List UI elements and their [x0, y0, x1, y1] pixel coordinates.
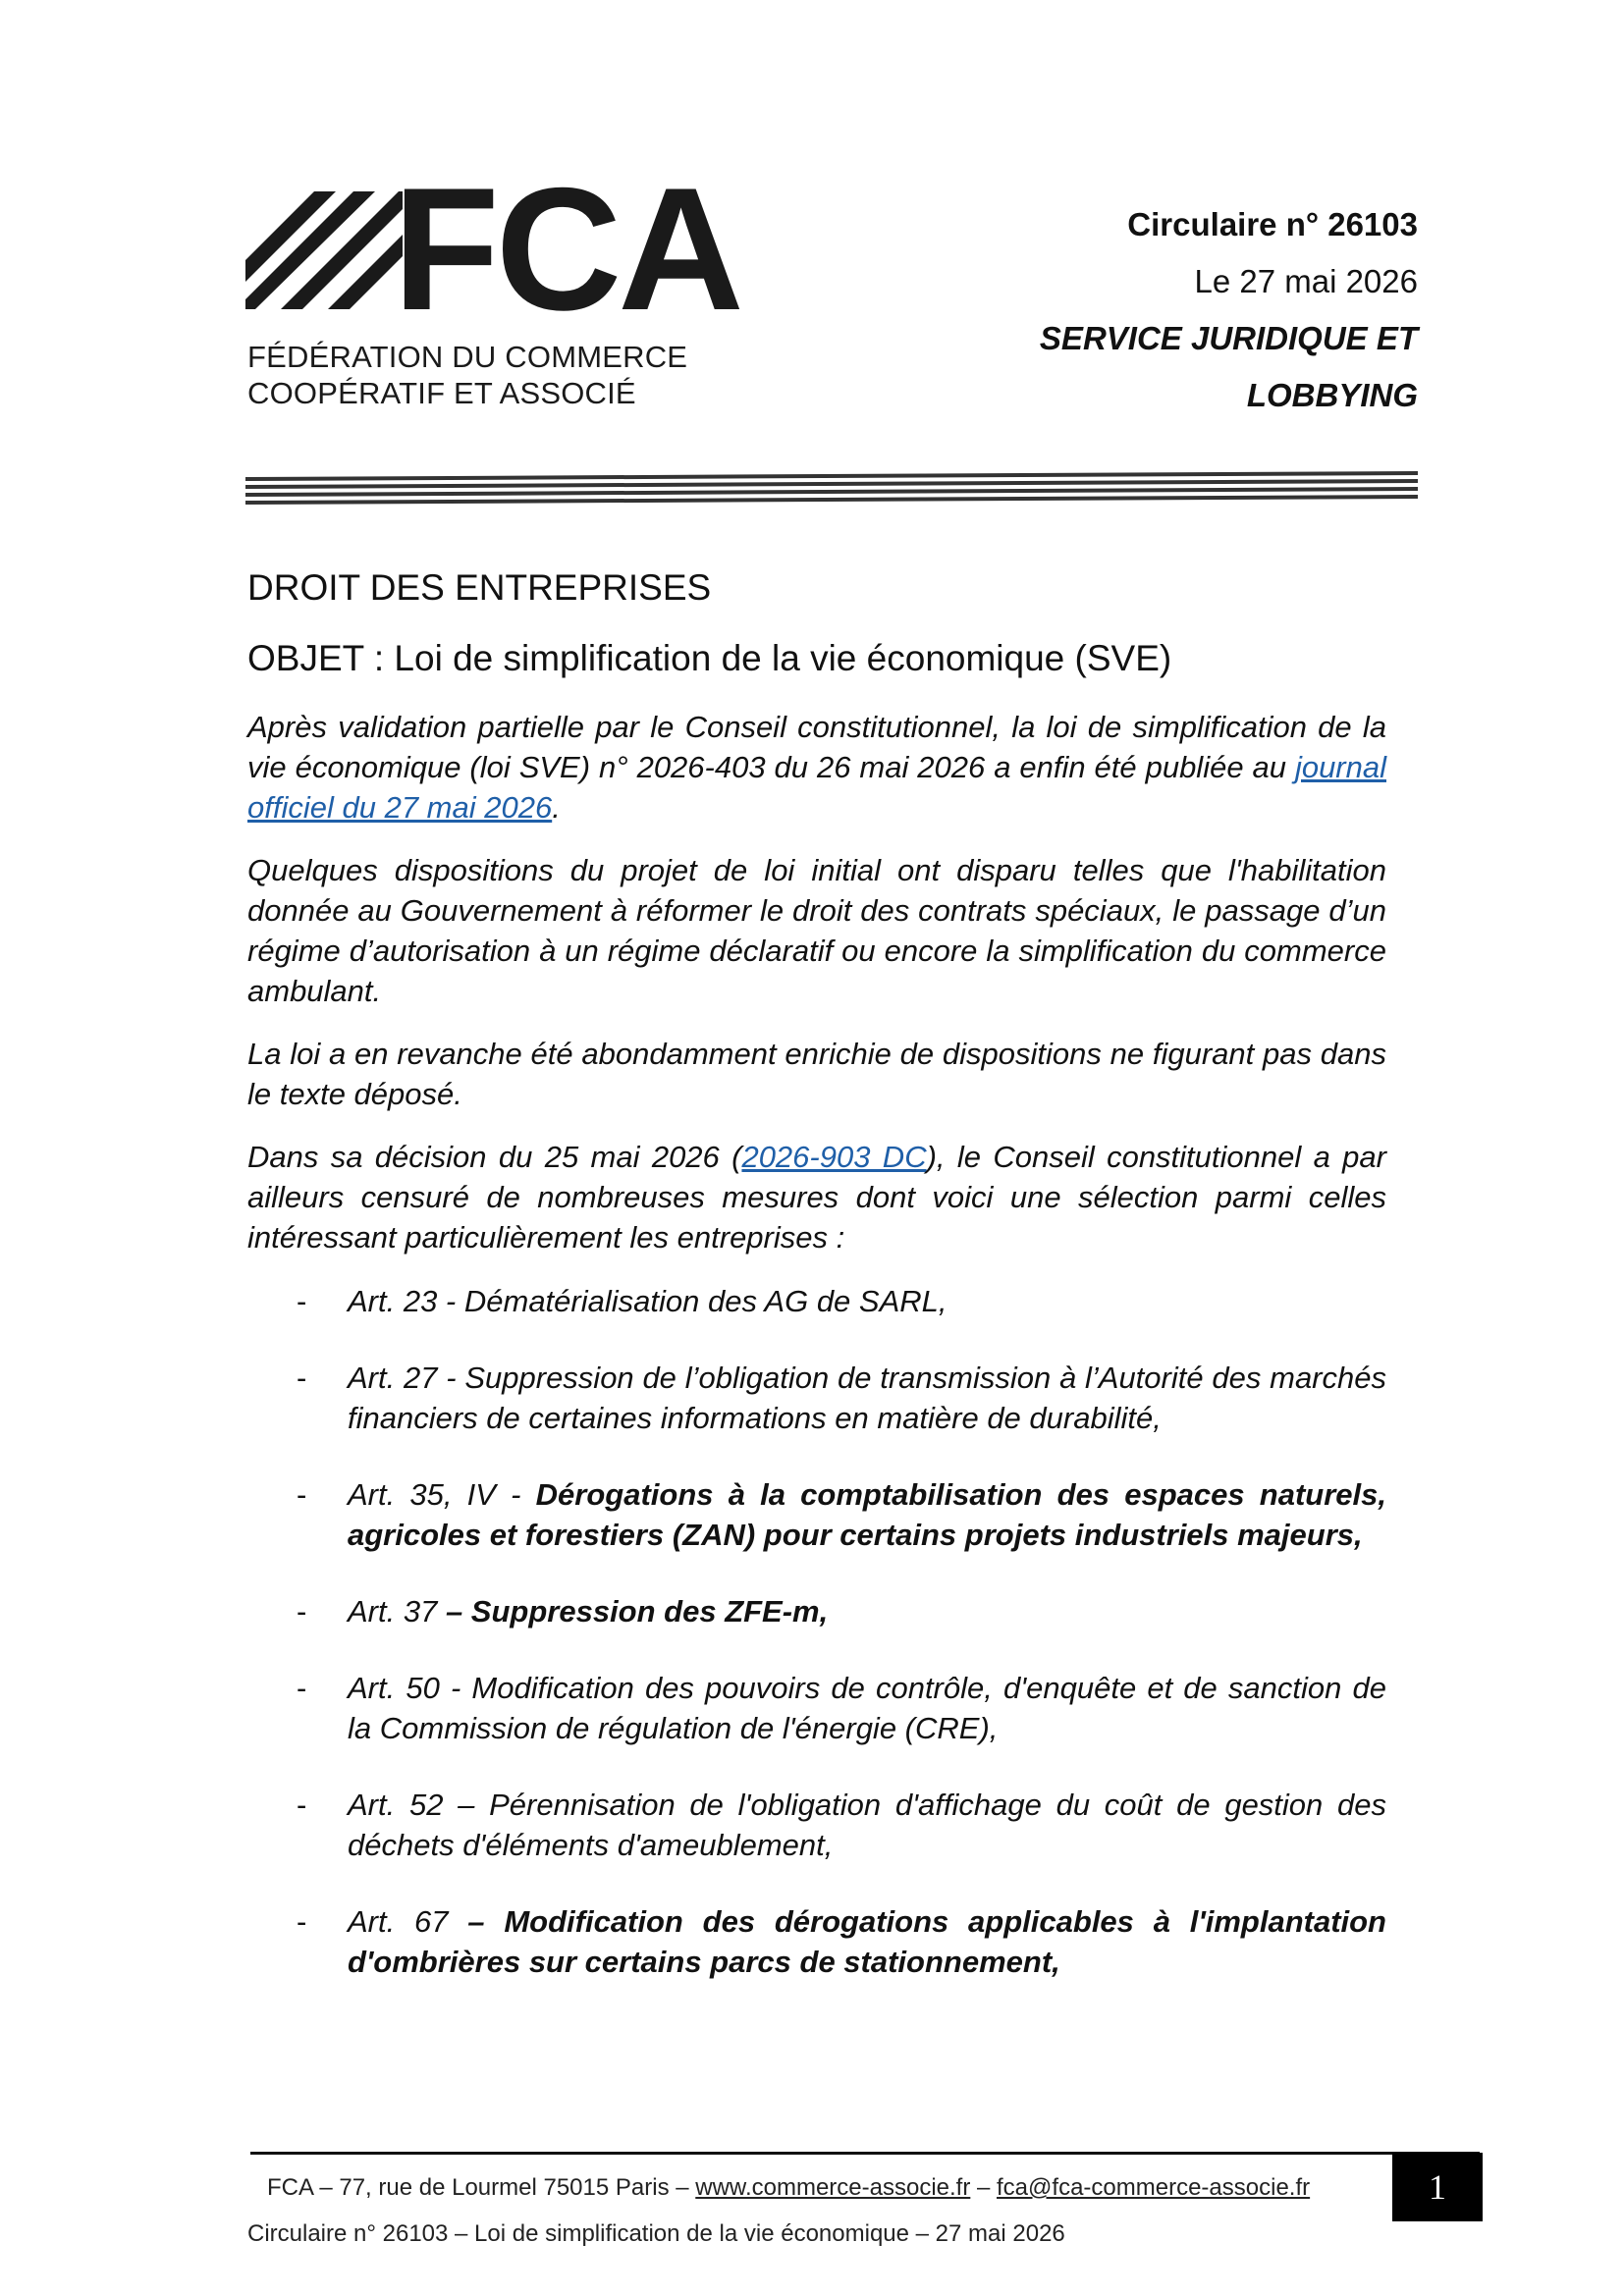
- main-content: [247, 707, 1386, 2018]
- circular-meta: [1040, 196, 1418, 424]
- paragraph-1: [247, 707, 1386, 828]
- list-item: - Art. 50 - Modification des pouvoirs de contrôle, d'enquête et de sanction de la Commission de régulation de l'énergie (CRE),: [247, 1668, 1386, 1748]
- paragraph-4-text: Dans sa décision du 25 mai 2026 (: [247, 1140, 742, 1174]
- paragraph-2: Quelques dispositions du projet de loi initial ont disparu telles que l'habilitation donnée au Gouvernement à réformer le droit des contrats spéciaux, le passage d’un régime d’autorisation à un régime déclaratif ou encore la simplification du commerce ambulant.: [247, 853, 1386, 1008]
- logo-wordmark: FCA: [393, 151, 740, 347]
- list-item: - Art. 52 – Pérennisation de l'obligation d'affichage du coût de gestion des déchets d'éléments d'ameublement,: [247, 1785, 1386, 1865]
- logo-subtitle: [247, 339, 687, 411]
- list-item: - Art. 37 – Suppression des ZFE-m,: [247, 1591, 1386, 1631]
- list-item: - Art. 27 - Suppression de l’obligation de transmission à l’Autorité des marchés financiers de certaines informations en matière de durabilité,: [247, 1358, 1386, 1438]
- logo-subtitle-line-1: FÉDÉRATION DU COMMERCE: [247, 340, 688, 374]
- circular-date: Le 27 mai 2026: [1194, 263, 1418, 299]
- circular-number: Circulaire n° 26103: [1127, 206, 1418, 242]
- service-line-2: LOBBYING: [1246, 377, 1418, 413]
- decision-link[interactable]: 2026-903 DC: [741, 1140, 927, 1174]
- footer-contact: [267, 2174, 1310, 2202]
- header-divider: [245, 471, 1418, 510]
- paragraph-4: [247, 1137, 1386, 1257]
- paragraph-1-end: .: [552, 790, 561, 825]
- paragraph-1-text: Après validation partielle par le Conseil constitutionnel, la loi de simplification de la vie économique (loi SVE) n° 2026-403 du 26 mai 2026 a enfin été publiée au: [247, 710, 1386, 784]
- website-link[interactable]: www.commerce-associe.fr: [695, 2174, 971, 2201]
- paragraph-3: La loi a en revanche été abondamment enrichie de dispositions ne figurant pas dans le texte déposé.: [247, 1037, 1386, 1111]
- list-item: - Art. 67 – Modification des dérogations applicables à l'implantation d'ombrières sur certains parcs de stationnement,: [247, 1901, 1386, 1982]
- paragraph-4-end: ), le Conseil constitutionnel a par ailleurs censuré de nombreuses mesures dont voici une sélection parmi celles intéressant particulièrement les entreprises :: [247, 1140, 1386, 1255]
- fca-logo: [245, 151, 740, 417]
- censured-measures-list: [247, 1281, 1386, 1982]
- footer-reference: Circulaire n° 26103 – Loi de simplification de la vie économique – 27 mai 2026: [247, 2220, 1065, 2247]
- list-item: - Art. 35, IV - Dérogations à la comptabilisation des espaces naturels, agricoles et forestiers (ZAN) pour certains projets industriels majeurs,: [247, 1474, 1386, 1555]
- logo-stripes-icon: [245, 191, 403, 309]
- logo-subtitle-line-2: COOPÉRATIF ET ASSOCIÉ: [247, 376, 636, 410]
- footer-divider: [250, 2152, 1480, 2155]
- email-link[interactable]: fca@fca-commerce-associe.fr: [997, 2174, 1311, 2201]
- footer-separator: –: [970, 2174, 998, 2201]
- page-number: 1: [1392, 2153, 1483, 2221]
- list-item: - Art. 23 - Dématérialisation des AG de SARL,: [247, 1281, 1386, 1321]
- object-heading: OBJET : Loi de simplification de la vie économique (SVE): [247, 638, 1172, 678]
- footer-address: FCA – 77, rue de Lourmel 75015 Paris –: [267, 2174, 696, 2201]
- section-heading: DROIT DES ENTREPRISES: [247, 567, 712, 608]
- journal-officiel-link[interactable]: journal officiel du 27 mai 2026: [247, 750, 1386, 825]
- service-line-1: SERVICE JURIDIQUE ET: [1039, 320, 1418, 356]
